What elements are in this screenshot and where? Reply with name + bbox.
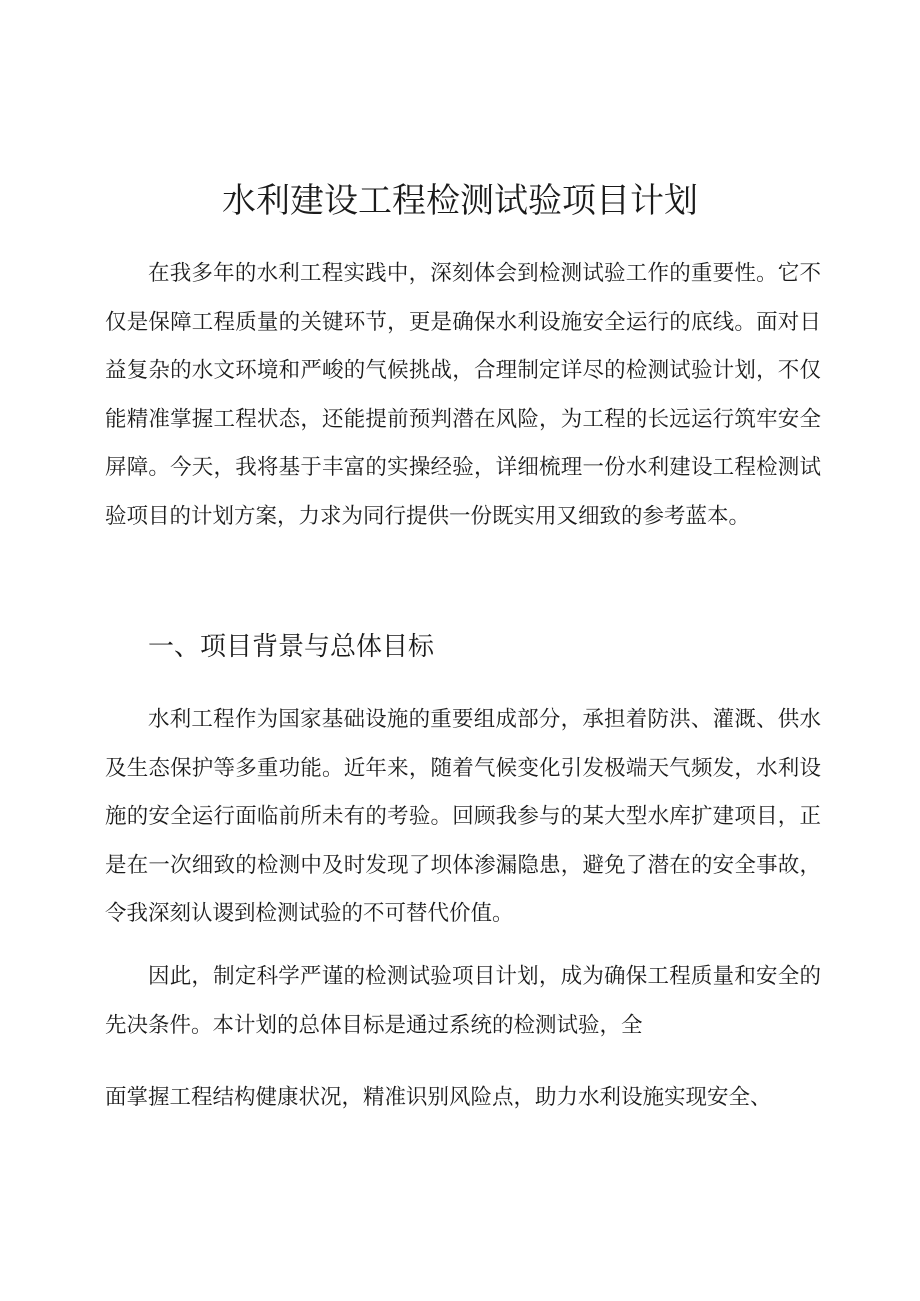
section-paragraph-continued: 面掌握工程结构健康状况，精准识别风险点，助力水利设施实现安全、 [105, 1085, 772, 1110]
section-heading: 一、项目背景与总体目标 [148, 632, 435, 662]
section-paragraph: 因此，制定科学严谨的检测试验项目计划，成为确保工程质量和安全的先决条件。本计划的总体目标是通过系统的检测试验，全 [105, 964, 821, 1038]
document-title: 水利建设工程检测试验项目计划 [222, 181, 698, 221]
section-paragraph: 水利工程作为国家基础设施的重要组成部分，承担着防洪、灌溉、供水及生态保护等多重功能。近年来，随着气候变化引发极端天气频发，水利设施的安全运行面临前所未有的考验。回顾我参与的某大型水库扩建项目，正是在一次细致的检测中及时发现了坝体渗漏隐患，避免了潜在的安全事故，令我深刻认谡到检测试验的不可替代价值。 [105, 707, 821, 926]
intro-paragraph: 在我多年的水利工程实践中，深刻体会到检测试验工作的重要性。它不仅是保障工程质量的关键环节，更是确保水利设施安全运行的底线。面对日益复杂的水文环境和严峻的气候挑战，合理制定详尽的检测试验计划，不仅能精准掌握工程状态，还能提前预判潜在风险，为工程的长远运行筑牢安全屏障。今天，我将基于丰富的实操经验，详细梳理一份水利建设工程检测试验项目的计划方案，力求为同行提供一份既实用又细致的参考蓝本。 [105, 261, 821, 529]
